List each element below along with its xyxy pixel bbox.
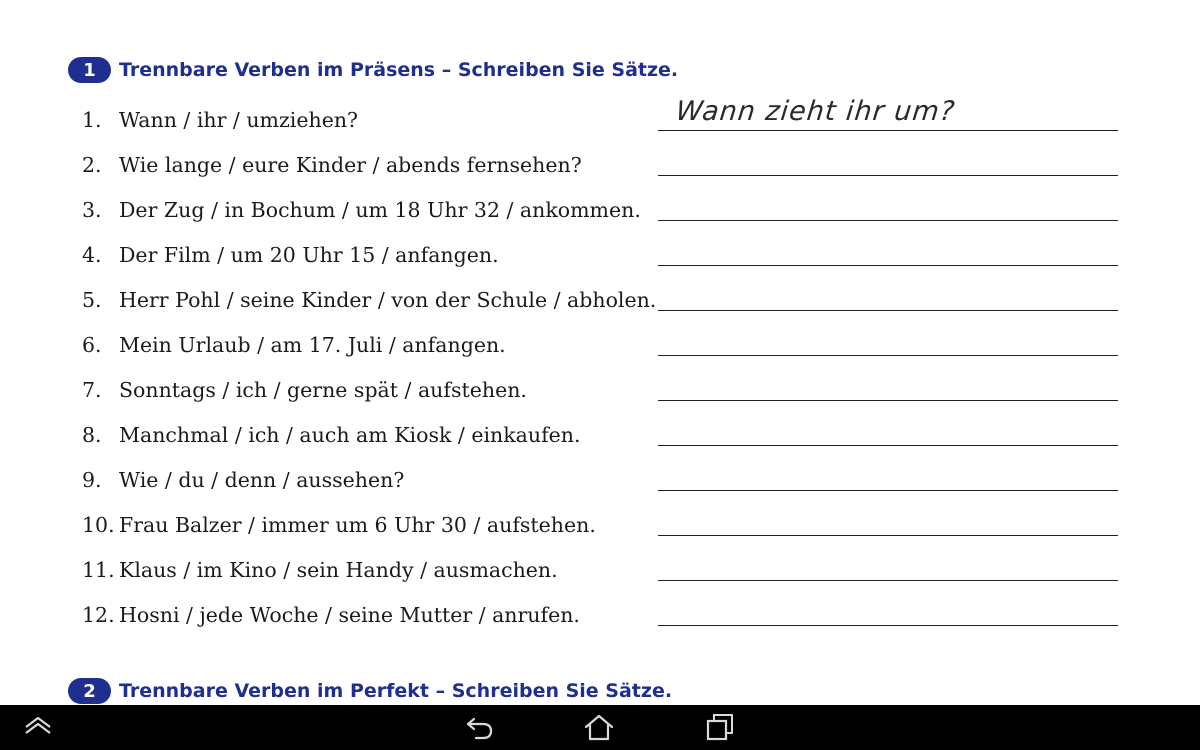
item-number: 4. [82, 243, 102, 267]
back-icon[interactable] [462, 711, 498, 743]
item-number: 10. [82, 513, 115, 537]
exercise-item [0, 280, 1200, 325]
exercise-item [0, 235, 1200, 280]
exercise-item [0, 325, 1200, 370]
item-prompt: Hosni / jede Woche / seine Mutter / anrufen. [119, 603, 580, 627]
item-prompt: Wann / ihr / umziehen? [119, 108, 359, 132]
item-number: 1. [82, 108, 102, 132]
exercise-item [0, 505, 1200, 550]
answer-line[interactable] [658, 445, 1118, 446]
item-prompt: Wie lange / eure Kinder / abends fernsehen? [119, 153, 582, 177]
recent-apps-icon[interactable] [702, 711, 738, 743]
exercise-item [0, 190, 1200, 235]
exercise-item [0, 460, 1200, 505]
exercise-item [0, 96, 1200, 145]
answer-line[interactable] [658, 625, 1118, 626]
exercise-title: Trennbare Verben im Präsens – Schreiben Sie Sätze. [119, 59, 679, 81]
answer-line[interactable] [658, 130, 1118, 131]
item-number: 2. [82, 153, 102, 177]
item-number: 9. [82, 468, 102, 492]
answer-line[interactable] [658, 400, 1118, 401]
exercise-item [0, 415, 1200, 460]
answer-line[interactable] [658, 535, 1118, 536]
handwritten-answer: Wann zieht ihr um? [674, 96, 957, 127]
item-number: 11. [82, 558, 115, 582]
home-icon[interactable] [581, 711, 617, 743]
answer-line[interactable] [658, 490, 1118, 491]
item-prompt: Mein Urlaub / am 17. Juli / anfangen. [119, 333, 506, 357]
exercise-2-header [68, 676, 672, 706]
android-navigation-bar [0, 705, 1200, 750]
item-prompt: Manchmal / ich / auch am Kiosk / einkaufen. [119, 423, 581, 447]
item-prompt: Frau Balzer / immer um 6 Uhr 30 / aufstehen. [119, 513, 596, 537]
exercise-1-header [68, 55, 678, 85]
keyboard-hide-icon[interactable] [20, 711, 56, 743]
item-prompt: Der Film / um 20 Uhr 15 / anfangen. [119, 243, 499, 267]
item-number: 8. [82, 423, 102, 447]
answer-line[interactable] [658, 220, 1118, 221]
exercise-number-badge: 1 [68, 57, 111, 83]
answer-line[interactable] [658, 580, 1118, 581]
item-prompt: Herr Pohl / seine Kinder / von der Schule / abholen. [119, 288, 657, 312]
exercise-item [0, 145, 1200, 190]
item-number: 12. [82, 603, 115, 627]
exercise-number-badge: 2 [68, 678, 111, 704]
exercise-list [0, 96, 1200, 640]
answer-line[interactable] [658, 355, 1118, 356]
answer-line[interactable] [658, 265, 1118, 266]
item-number: 5. [82, 288, 102, 312]
item-number: 7. [82, 378, 102, 402]
item-prompt: Der Zug / in Bochum / um 18 Uhr 32 / ankommen. [119, 198, 641, 222]
item-prompt: Sonntags / ich / gerne spät / aufstehen. [119, 378, 527, 402]
item-prompt: Klaus / im Kino / sein Handy / ausmachen. [119, 558, 558, 582]
exercise-item [0, 550, 1200, 595]
exercise-item [0, 595, 1200, 640]
exercise-item [0, 370, 1200, 415]
answer-line[interactable] [658, 175, 1118, 176]
item-number: 6. [82, 333, 102, 357]
item-number: 3. [82, 198, 102, 222]
exercise-title: Trennbare Verben im Perfekt – Schreiben Sie Sätze. [119, 680, 673, 702]
answer-line[interactable] [658, 310, 1118, 311]
item-prompt: Wie / du / denn / aussehen? [119, 468, 405, 492]
